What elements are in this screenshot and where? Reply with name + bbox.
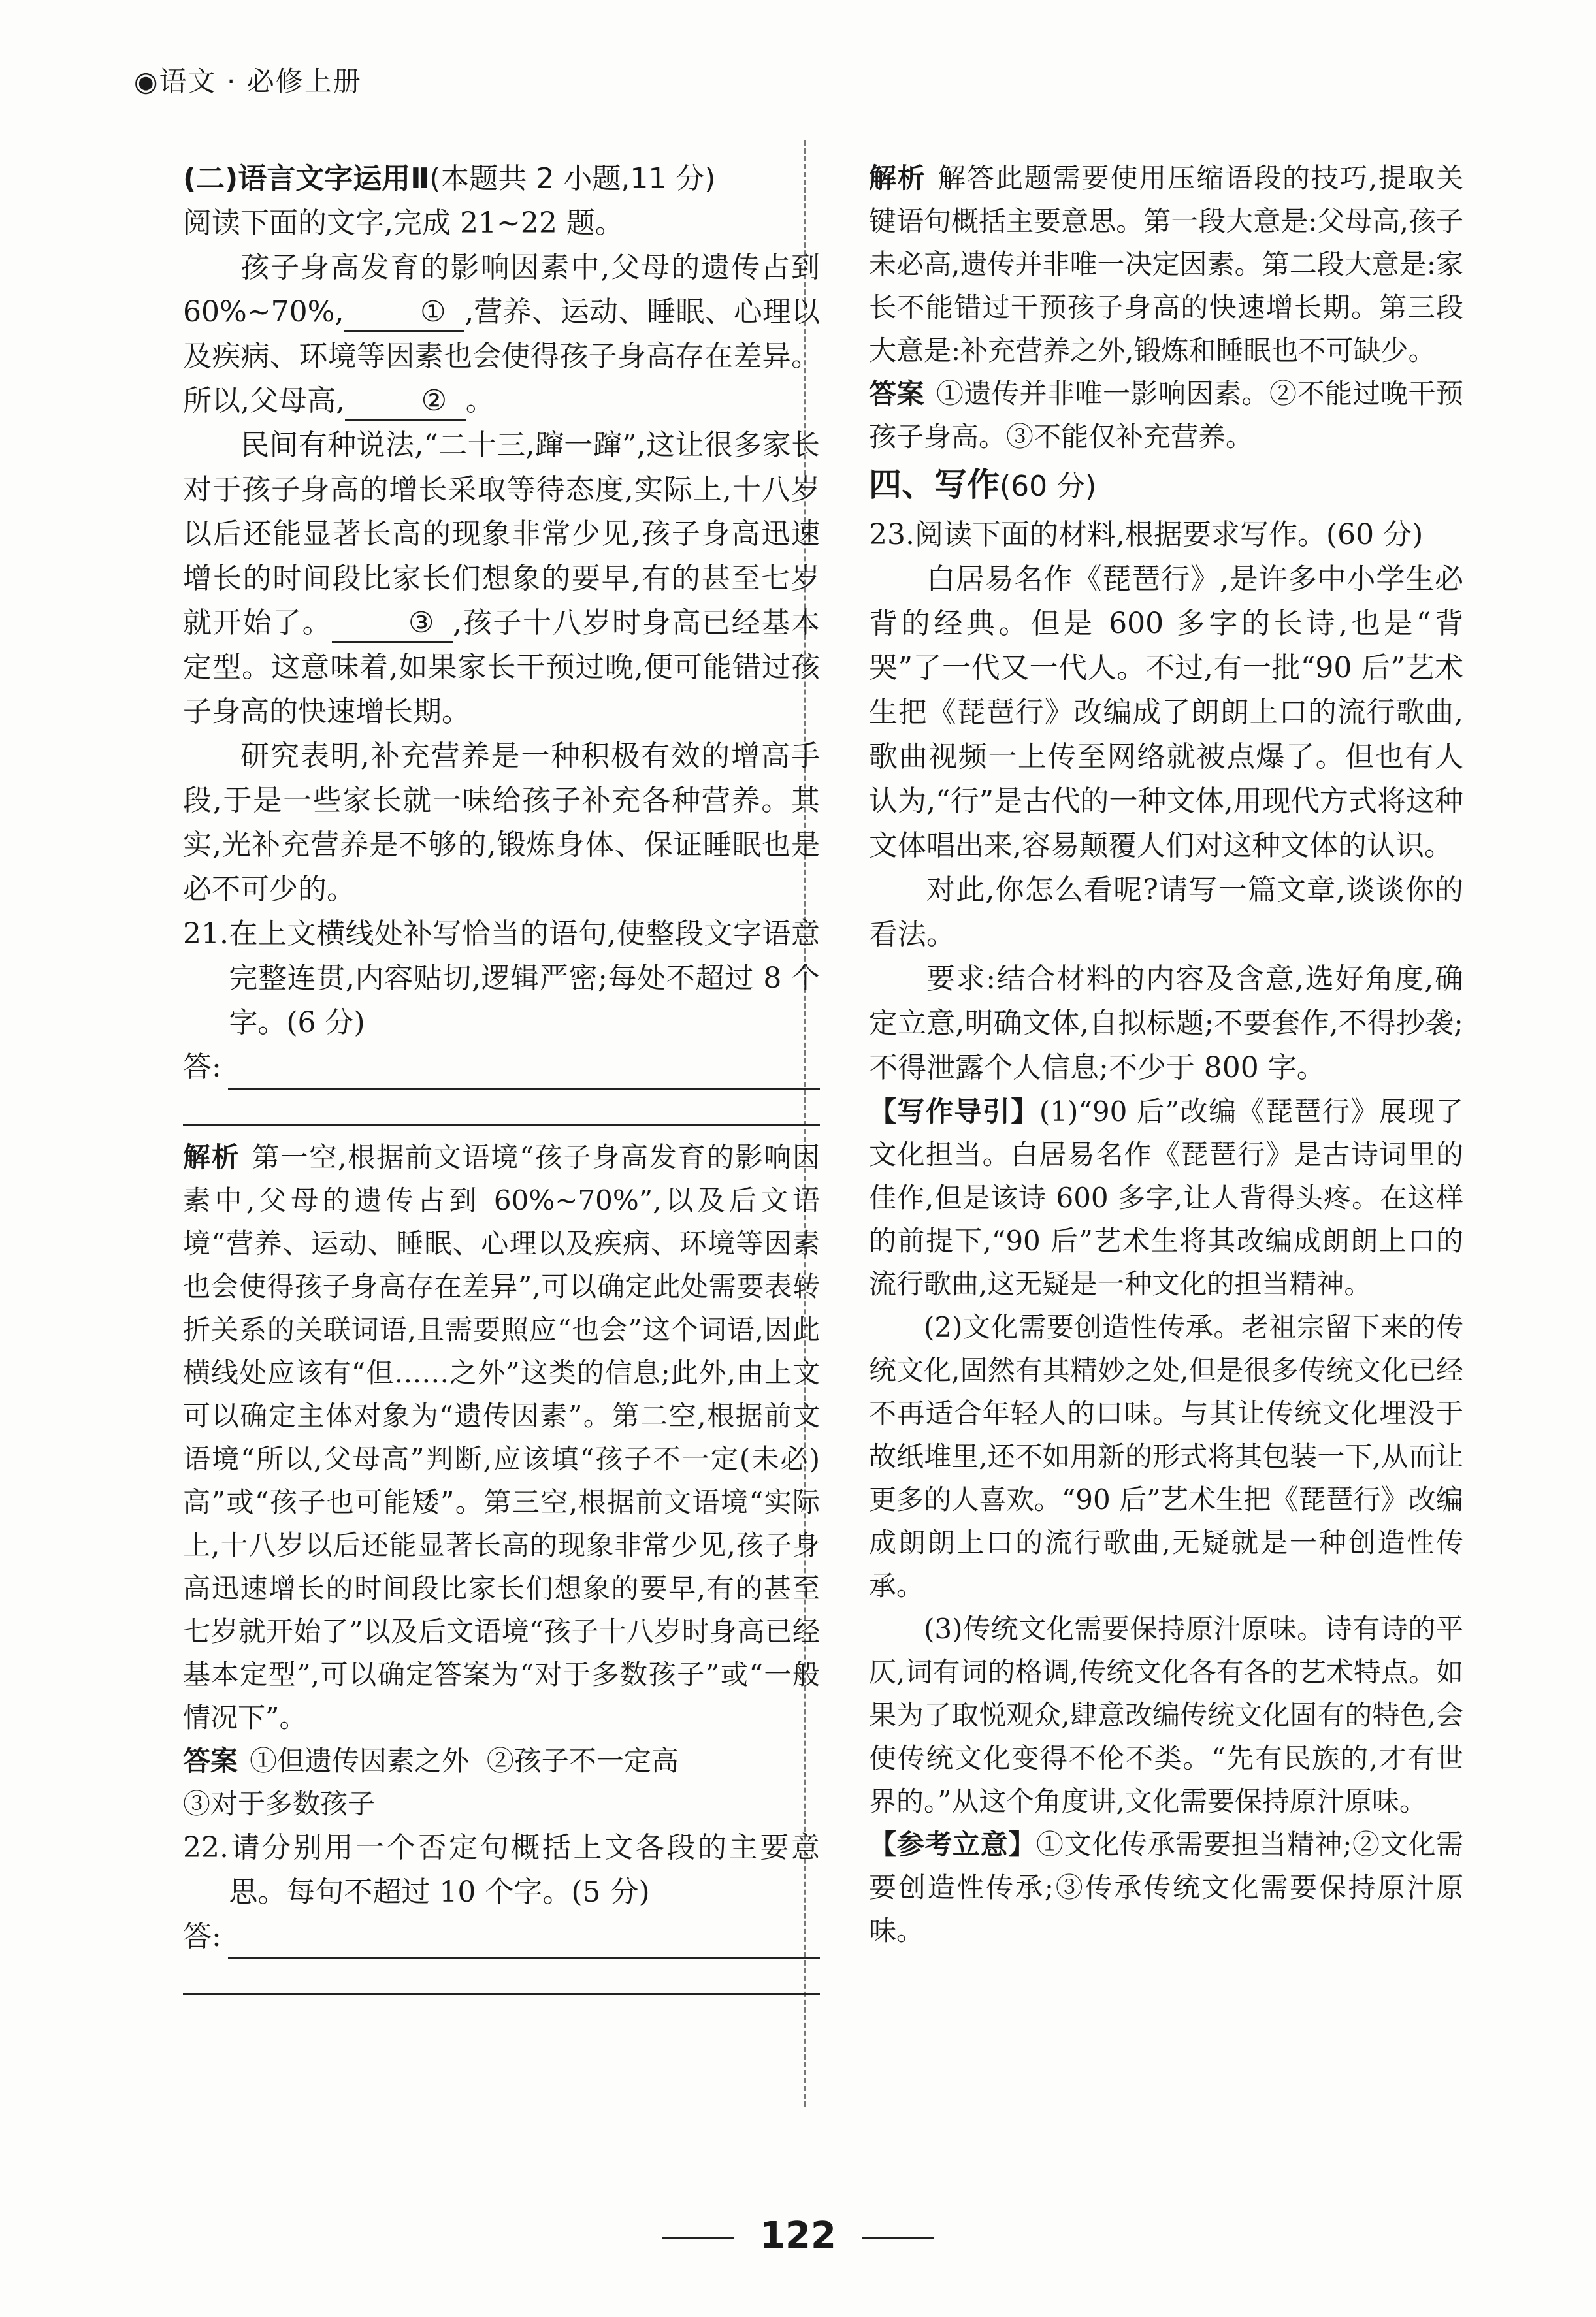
section-note: (本题共 2 小题,11 分) bbox=[429, 162, 716, 195]
analysis-label-22: 解析 bbox=[869, 162, 926, 194]
section-title-text: (二)语言文字运用Ⅱ bbox=[183, 162, 430, 195]
blank-3: ③ bbox=[332, 606, 453, 643]
analysis-label: 解析 bbox=[183, 1141, 240, 1173]
analysis-21-text: 第一空,根据前文语境“孩子身高发育的影响因素中,父母的遗传占到 60%~70%”,以及后文语境“营养、运动、睡眠、心理以及疾病、环境等因素也会使得孩子身高存在差异”,可以确定此处需要表转折关系的关联词语,且需要照应“也会”这个词语,因此横线处应该有“但……之外”这类的信息;此外,由上文可以确定主体对象为“遗传因素”。第二空,根据前文语境“所以,父母高”判断,应该填“孩子不一定(未必)高”或“孩子也可能矮”。第三空,根据前文语境“实际上,十八岁以后还能显著长高的现象非常少见,孩子身高迅速增长的时间段比家长们想象的要早,有的甚至七岁就开始了”以及后文语境“孩子十八岁时身高已经基本定型”,可以确定答案为“对于多数孩子”或“一般情况下”。 bbox=[183, 1141, 820, 1734]
section-4-title-text: 四、写作 bbox=[869, 466, 1000, 504]
material-1: 白居易名作《琵琶行》,是许多中小学生必背的经典。但是 600 多字的长诗,也是“背哭”了一代又一代人。不过,有一批“90 后”艺术生把《琵琶行》改编成了朗朗上口的流行歌曲,歌曲视频一上传至网络就被点爆了。但也有人认为,“行”是古代的一种文体,用现代方式将这种文体唱出来,容易颠覆人们对这种文体的认识。 bbox=[869, 562, 1463, 862]
writing-guide-2: (2)文化需要创造性传承。老祖宗留下来的传统文化,固然有其精妙之处,但是很多传统文化已经不再适合年轻人的口味。与其让传统文化埋没于故纸堆里,还不如用新的形式将其包装一下,从而让更多的人喜欢。“90 后”艺术生把《琵琶行》改编成朗朗上口的流行歌曲,无疑就是一种创造性传承。 bbox=[869, 1311, 1463, 1602]
answer-21-b: ②孩子不一定高 bbox=[486, 1745, 679, 1777]
analysis-22-text: 解答此题需要使用压缩语段的技巧,提取关键语句概括主要意思。第一段大意是:父母高,孩子未必高,遗传并非唯一决定因素。第二段大意是:家长不能错过干预孩子身高的快速增长期。第三段大意是:补充营养之外,锻炼和睡眠也不可缺少。 bbox=[869, 162, 1463, 366]
writing-guide-1-text: (1)“90 后”改编《琵琶行》展现了文化担当。白居易名作《琵琶行》是古诗词里的佳作,但是该诗 600 多字,让人背得头疼。在这样的前提下,“90 后”艺术生将其改编成朗朗上口的流行歌曲,这无疑是一种文化的担当精神。 bbox=[869, 1095, 1463, 1300]
analysis-22 bbox=[869, 157, 1463, 372]
answer-21 bbox=[183, 1740, 820, 1783]
right-column bbox=[869, 157, 1463, 1952]
answer-rule-22 bbox=[228, 1924, 820, 1959]
material-2: 对此,你怎么看呢?请写一篇文章,谈谈你的看法。 bbox=[869, 873, 1463, 951]
answer-21-c: ③对于多数孩子 bbox=[183, 1788, 376, 1820]
question-23: 23.阅读下面的材料,根据要求写作。(60 分) bbox=[869, 518, 1424, 551]
answer-22 bbox=[869, 372, 1463, 459]
passage-paragraph-2 bbox=[183, 423, 820, 734]
question-21: 21.在上文横线处补写恰当的语句,使整段文字语意完整连贯,内容贴切,逻辑严密;每处不超过 8 个字。(6 分) bbox=[183, 917, 820, 1039]
question-22: 22.请分别用一个否定句概括上文各段的主要意思。每句不超过 10 个字。(5 分) bbox=[183, 1831, 820, 1909]
p1-part-b: ,营养、运动、睡眠、心理以及疾病、环境等因素也会使得孩子身高存在差异。所以,父母高, bbox=[183, 295, 820, 417]
section-title bbox=[183, 157, 820, 201]
answer-line-22[interactable] bbox=[183, 1915, 820, 1959]
writing-guide-1 bbox=[869, 1090, 1463, 1306]
page-header: ◉语文 · 必修上册 bbox=[134, 65, 362, 97]
answer-rule-22b[interactable] bbox=[183, 1959, 820, 1995]
answer-22-text: ①遗传并非唯一影响因素。②不能过晚干预孩子身高。③不能仅补充营养。 bbox=[869, 378, 1463, 453]
p1-part-c: 。 bbox=[465, 384, 495, 417]
p1-part-a: 孩子身高发育的影响因素中,父母的遗传占到 60%~70%, bbox=[183, 251, 820, 329]
answer-line-21[interactable] bbox=[183, 1045, 820, 1090]
answer-label-22: 答: bbox=[183, 1920, 221, 1953]
blank-2: ② bbox=[345, 383, 466, 421]
section-4-score: (60 分) bbox=[1000, 470, 1097, 503]
reference-theme-text: ①文化传承需要担当精神;②文化需要创造性传承;③传承传统文化需要保持原汁原味。 bbox=[869, 1828, 1463, 1947]
page-number: 122 bbox=[0, 2214, 1596, 2257]
answer-label: 答: bbox=[183, 1050, 221, 1084]
answer-rule-2[interactable] bbox=[183, 1090, 820, 1126]
reference-theme-label: 【参考立意】 bbox=[869, 1828, 1036, 1860]
blank-1: ① bbox=[344, 295, 464, 332]
answer-key-label: 答案 bbox=[183, 1745, 238, 1777]
answer-rule bbox=[228, 1055, 820, 1090]
analysis-21 bbox=[183, 1136, 820, 1740]
answer-21-a: ①但遗传因素之外 bbox=[250, 1745, 470, 1777]
passage-paragraph-1 bbox=[183, 246, 820, 423]
answer-key-label-22: 答案 bbox=[869, 378, 924, 410]
writing-guide-3: (3)传统文化需要保持原汁原味。诗有诗的平仄,词有词的格调,传统文化各有各的艺术特点。如果为了取悦观众,肆意改编传统文化固有的特色,会使传统文化变得不伦不类。“先有民族的,才有世界的。”从这个角度讲,文化需要保持原汁原味。 bbox=[869, 1613, 1463, 1817]
section-4-title bbox=[869, 462, 1463, 509]
reading-instruction: 阅读下面的文字,完成 21~22 题。 bbox=[183, 206, 624, 240]
left-column bbox=[183, 157, 820, 2005]
p2-part-a: 民间有种说法,“二十三,蹿一蹿”,这让很多家长对于孩子身高的增长采取等待态度,实际上,十八岁以后还能显著长高的现象非常少见,孩子身高迅速增长的时间段比家长们想象的要早,有的甚至七岁就开始了。 bbox=[183, 429, 820, 640]
p2-part-b: ,孩子十八岁时身高已经基本定型。这意味着,如果家长干预过晚,便可能错过孩子身高的快速增长期。 bbox=[183, 606, 820, 728]
writing-guide-label: 【写作导引】 bbox=[869, 1095, 1039, 1127]
material-requirements: 要求:结合材料的内容及含意,选好角度,确定立意,明确文体,自拟标题;不要套作,不得抄袭;不得泄露个人信息;不少于 800 字。 bbox=[869, 962, 1463, 1084]
passage-paragraph-3: 研究表明,补充营养是一种积极有效的增高手段,于是一些家长就一味给孩子补充各种营养。其实,光补充营养是不够的,锻炼身体、保证睡眠也是必不可少的。 bbox=[183, 739, 820, 906]
reference-theme bbox=[869, 1823, 1463, 1952]
